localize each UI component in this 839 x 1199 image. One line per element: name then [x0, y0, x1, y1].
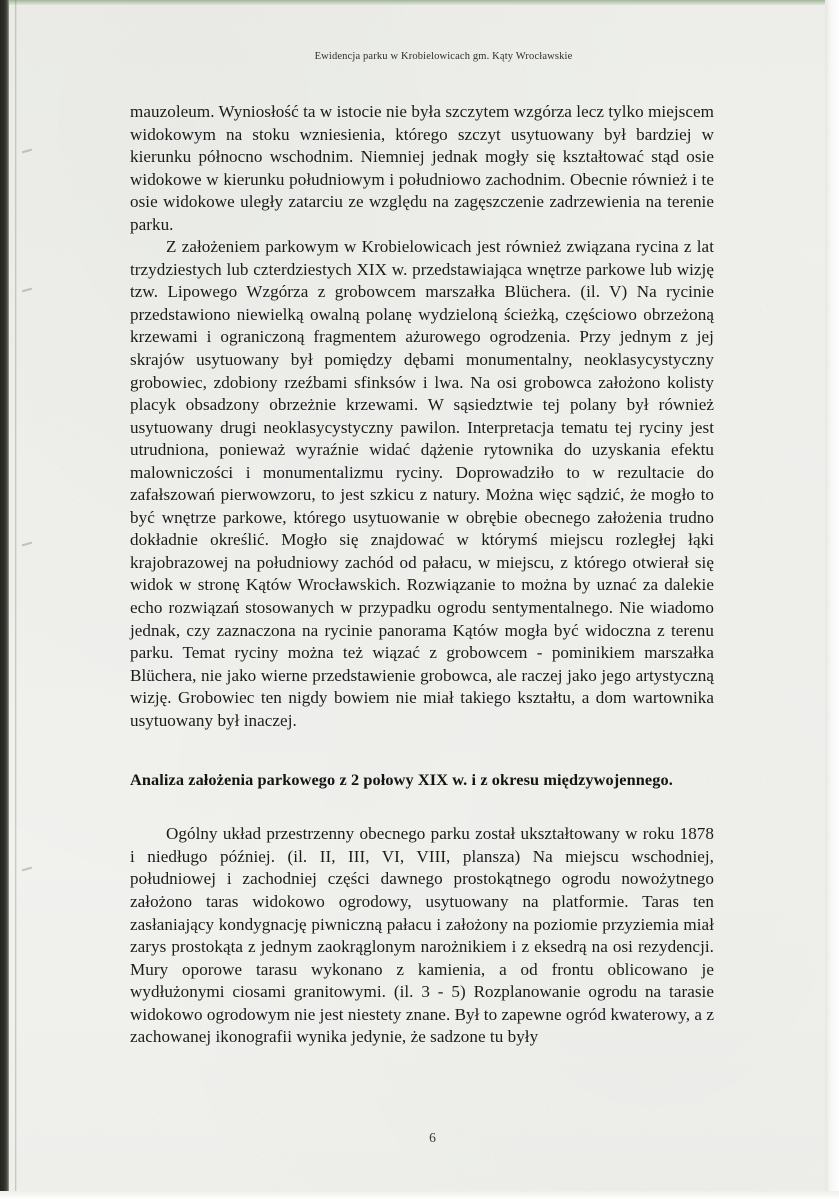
margin-pencil-mark	[22, 149, 32, 154]
section-heading-analiza: Analiza założenia parkowego z 2 połowy XIX w. i z okresu międzywojennego.	[130, 770, 673, 790]
scan-edge-bottom	[0, 1191, 839, 1199]
scan-gutter-left	[0, 0, 9, 1199]
spacer-after-heading	[130, 791, 714, 823]
paragraph-rycina: Z założeniem parkowym w Krobielowicach jest również związana rycina z lat trzydziestych lub czterdziestych XIX w. przedstawiająca wnętrze parkowe lub wizję tzw. Lipowego Wzgórza z grobowcem marszałka Blüchera. (il. V) Na rycinie przedstawiono niewielką owalną polanę wydzieloną ścieżką, częściowo obrzeżoną krzewami i ograniczoną fragmentem ażurowego ogrodzenia. Przy jednym z jej skrajów usytuowany był pomiędzy dębami monumentalny, neoklasycystyczny grobowiec, zdobiony rzeźbami sfinksów i lwa. Na osi grobowca założono kolisty placyk obsadzony obrzeżnie krzewami. W sąsiedztwie tej polany był również usytuowany drugi neoklasycystyczny pawilon. Interpretacja tematu tej ryciny jest utrudniona, ponieważ wyraźnie widać dążenie rytownika do uzyskania efektu malowniczości i monumentalizmu ryciny. Doprowadziło to w rezultacie do zafałszowań pierwowzoru, to jest szkicu z natury. Można więc sądzić, że mogło to być wnętrze parkowe, którego usytuowanie w obrębie obecnego założenia trudno dokładnie określić. Mogło się znajdować w którymś miejscu rozległej łąki krajobrazowej na południowy zachód od pałacu, w miejscu, z którego otwierał się widok w stronę Kątów Wrocławskich. Rozwiązanie to można by uznać za dalekie echo rozwiązań stosowanych w przypadku ogrodu sentymentalnego. Nie wiadomo jednak, czy zaznaczona na rycinie panorama Kątów mogła być widoczna z terenu parku. Temat ryciny można też wiązać z grobowcem - pominikiem marszałka Blüchera, nie jako wierne przedstawienie grobowca, ale raczej jako jego artystyczną wizję. Grobowiec ten nigdy bowiem nie miał takiego kształtu, a dom wartownika usytuowany był inaczej.	[130, 237, 714, 730]
scan-edge-top	[0, 0, 839, 5]
paragraph-mauzoleum: mauzoleum. Wyniosłość ta w istocie nie była szczytem wzgórza lecz tylko miejscem widokowym na stoku wzniesienia, którego szczyt usytuowany był bardziej w kierunku północno wschodnim. Niemniej jednak mogły się kształtować stąd osie widokowe w kierunku południowym i południowo zachodnim. Obecnie również i te osie widokowe uległy zatarciu ze względu na zagęszczenie zadrzewienia na terenie parku.	[130, 102, 714, 234]
scan-fold-line	[15, 0, 17, 1199]
page-number: 6	[429, 1130, 436, 1145]
margin-pencil-mark	[22, 288, 32, 293]
scan-edge-right	[825, 0, 839, 1199]
paragraph-uklad-przestrzenny: Ogólny układ przestrzenny obecnego parku został ukształtowany w roku 1878 i niedługo później. (il. II, III, VI, VIII, plansza) Na miejscu wschodniej, południowej i zachodniej części dawnego prostokątnego ogrodu nowożytnego założono taras widokowo ogrodowy, usytuowany na platformie. Taras ten zasłaniający kondygnację piwniczną pałacu i założony na poziomie przyziemia miał zarys prostokąta z jednym zaokrąglonym narożnikiem i z eksedrą na osi rezydencji. Mury oporowe tarasu wykonano z kamienia, a od frontu oblicowano je wydłużonymi ciosami granitowymi. (il. 3 - 5) Rozplanowanie ogrodu na tarasie widokowo ogrodowym nie jest niestety znane. Był to zapewne ogród kwaterowy, a z zachowanej ikonografii wynika jedynie, że sadzone tu były	[130, 824, 714, 1047]
text-column	[130, 101, 714, 1049]
running-head: Ewidencja parku w Krobielowicach gm. Kąty Wrocławskie	[314, 51, 573, 62]
margin-pencil-mark	[22, 867, 32, 872]
spacer-before-heading	[130, 732, 714, 768]
margin-pencil-mark	[22, 542, 32, 547]
